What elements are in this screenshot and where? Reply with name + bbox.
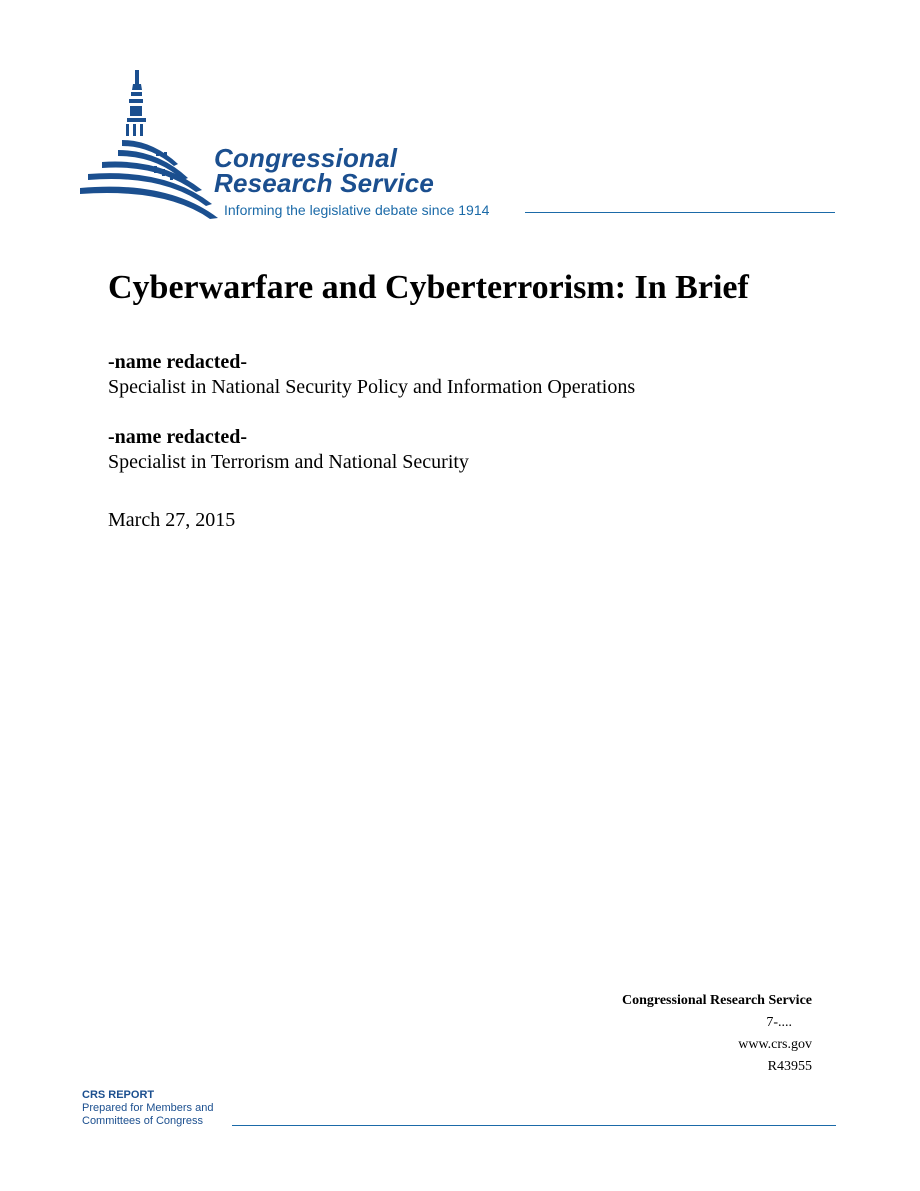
report-number: R43955 (767, 1059, 812, 1074)
author-name: -name redacted- (108, 351, 248, 373)
author-name: -name redacted- (108, 426, 248, 448)
author-block-1 (108, 350, 635, 400)
contact-website: www.crs.gov (738, 1037, 812, 1052)
crs-report-footer (82, 1089, 838, 1128)
logo-name-line1: Congressional (214, 143, 398, 173)
report-title: Cyberwarfare and Cyberterrorism: In Brief (108, 269, 749, 306)
logo-divider (525, 212, 835, 213)
author-role: Specialist in Terrorism and National Security (108, 451, 469, 473)
footer-divider (232, 1125, 836, 1126)
logo-wordmark (214, 143, 435, 198)
footer-label: CRS REPORT (82, 1089, 155, 1101)
logo-tagline: Informing the legislative debate since 1914 (224, 202, 490, 218)
capitol-dome-icon (78, 66, 218, 220)
author-block-2 (108, 425, 469, 475)
contact-phone: 7-.... (766, 1015, 792, 1030)
crs-logo (78, 66, 838, 222)
author-role: Specialist in National Security Policy and Information Operations (108, 376, 636, 398)
footer-line-2: Committees of Congress (82, 1115, 204, 1127)
footer-line-1: Prepared for Members and (82, 1102, 214, 1114)
contact-block (622, 990, 812, 1078)
contact-org: Congressional Research Service (621, 993, 812, 1008)
logo-name-line2: Research Service (214, 168, 435, 198)
report-date: March 27, 2015 (108, 509, 236, 531)
